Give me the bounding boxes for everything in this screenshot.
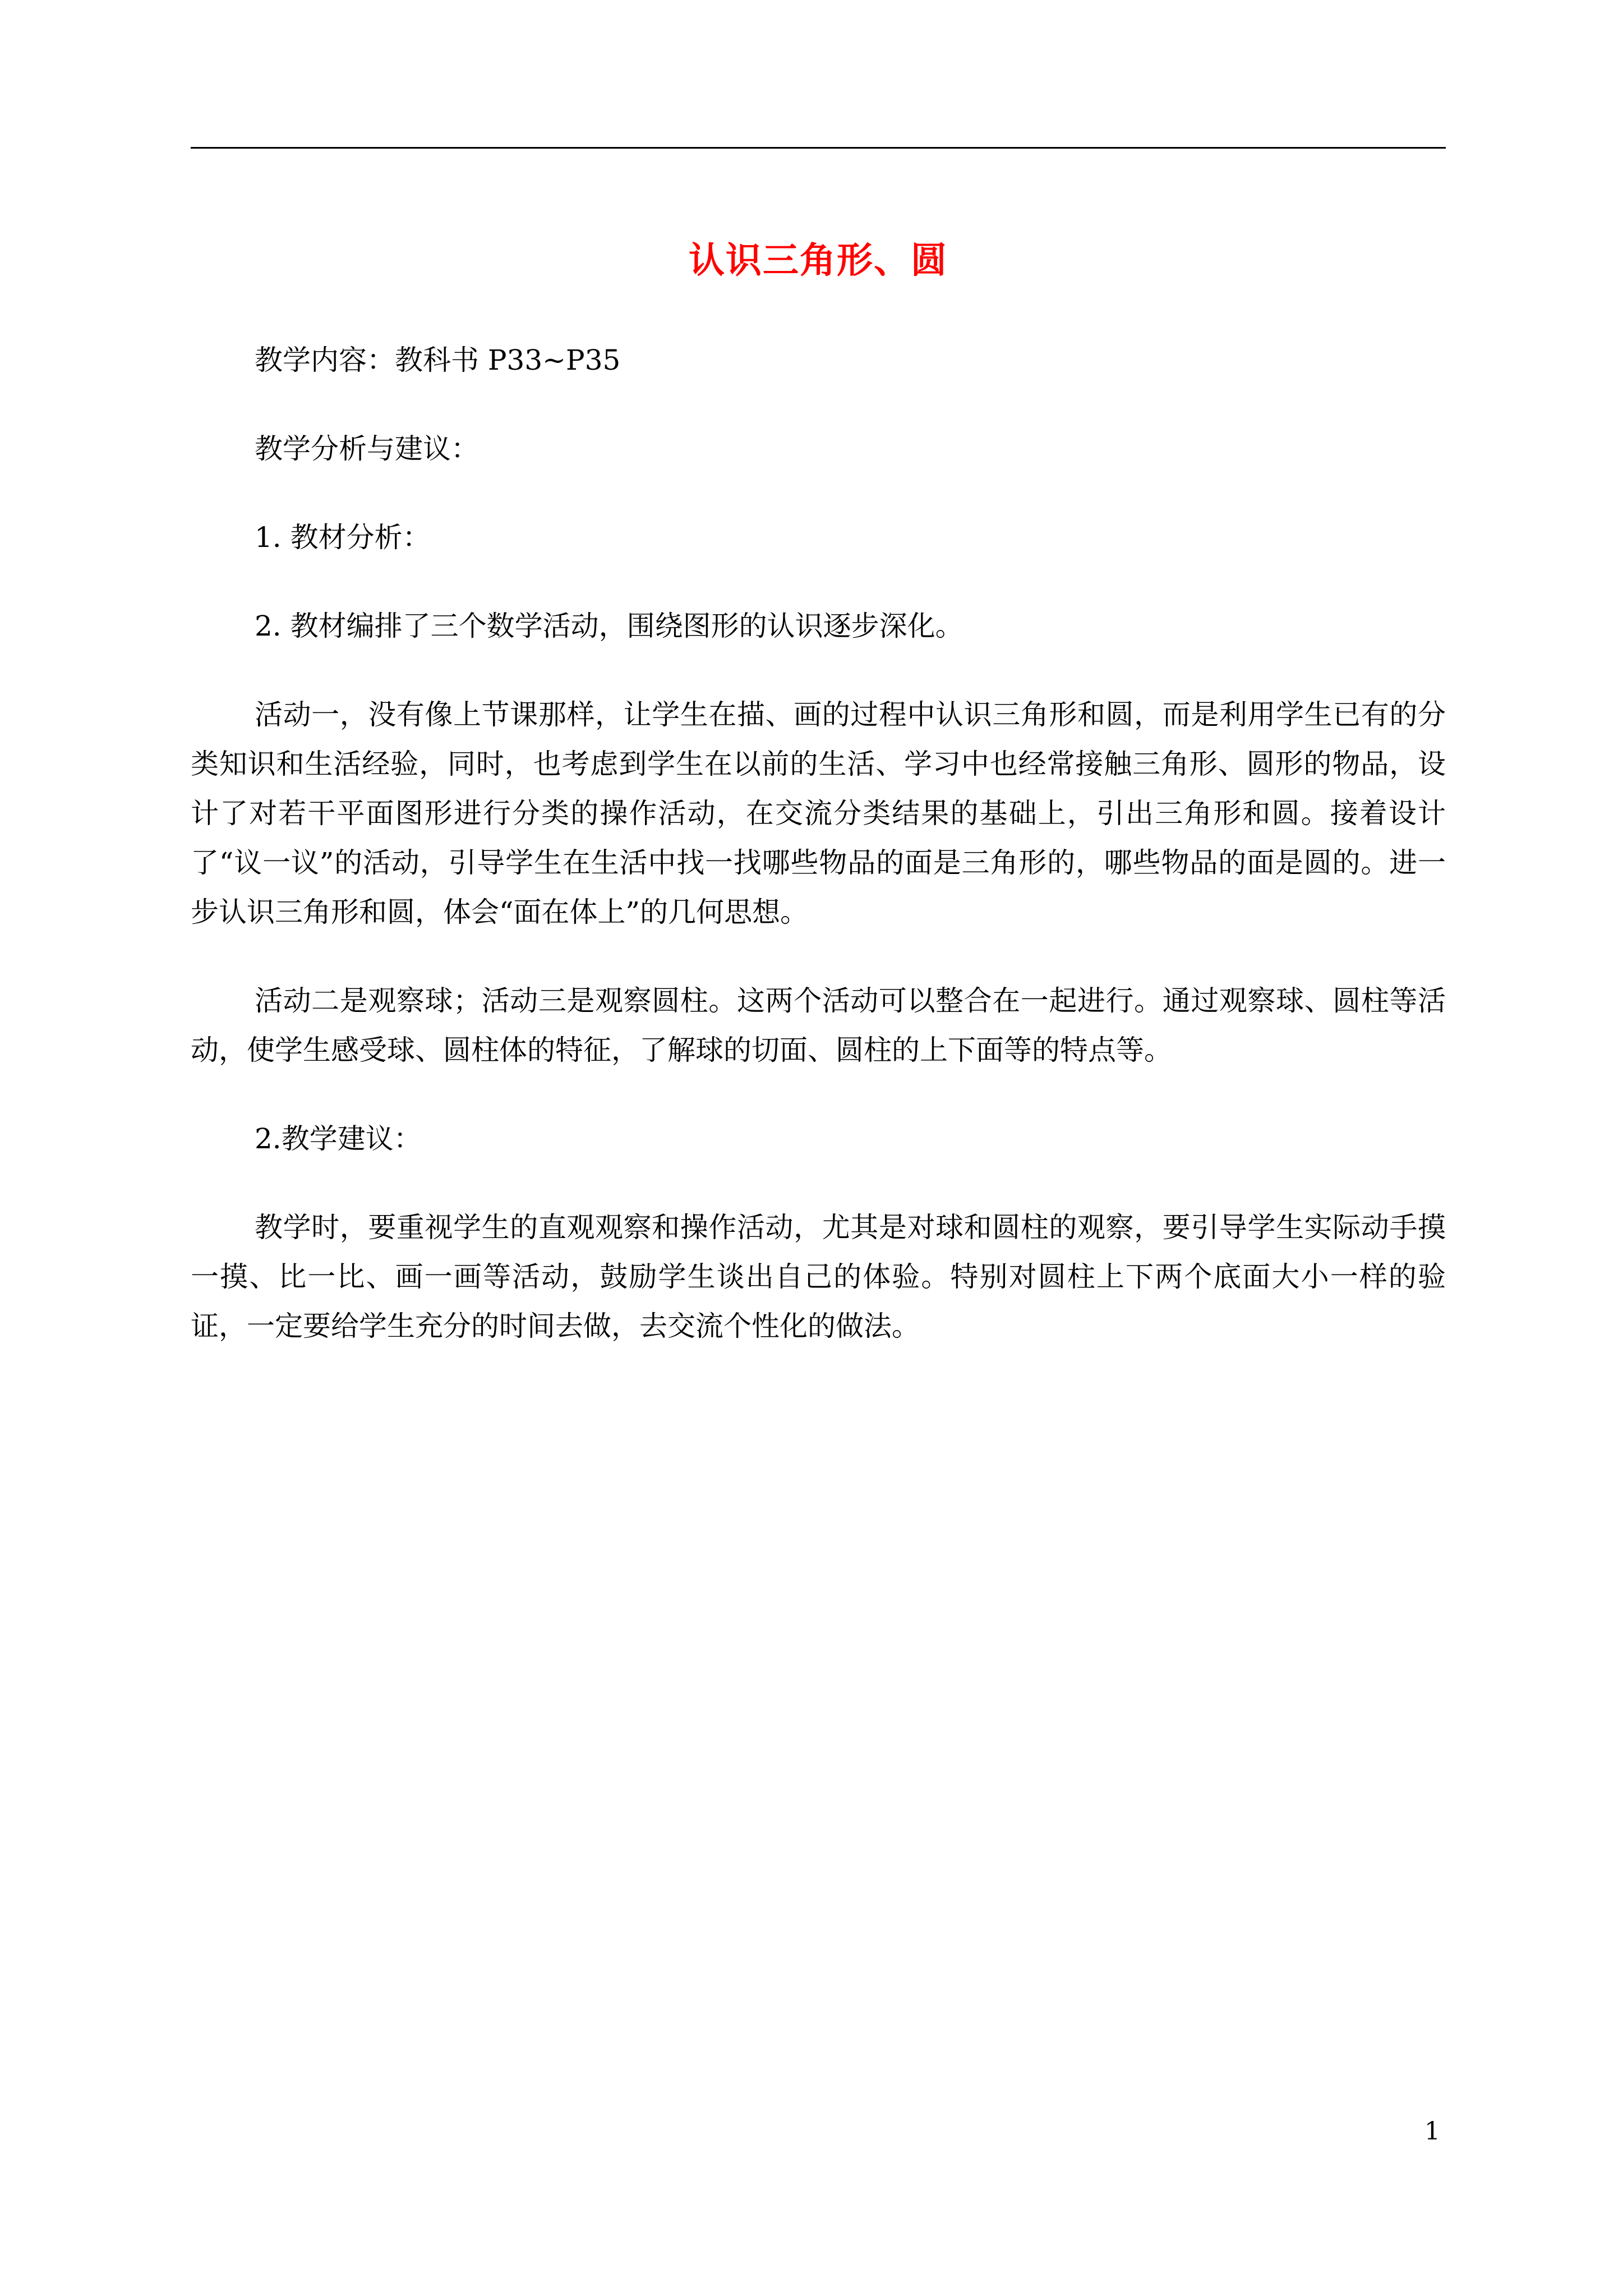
document-body <box>191 335 1446 1390</box>
header-rule <box>191 147 1446 149</box>
paragraph-activity-two-three: 活动二是观察球；活动三是观察圆柱。这两个活动可以整合在一起进行。通过观察球、圆柱等活动，使学生感受球、圆柱体的特征，了解球的切面、圆柱的上下面等的特点等。 <box>191 984 1446 1066</box>
paragraph-material-arrangement: 2. 教材编排了三个数学活动，围绕图形的认识逐步深化。 <box>255 610 963 642</box>
paragraph-activity-one: 活动一，没有像上节课那样，让学生在描、画的过程中认识三角形和圆，而是利用学生已有的分类知识和生活经验，同时，也考虑到学生在以前的生活、学习中也经常接触三角形、圆形的物品，设计了对若干平面图形进行分类的操作活动，在交流分类结果的基础上，引出三角形和圆。接着设计了“议一议”的活动，引导学生在生活中找一找哪些物品的面是三角形的，哪些物品的面是圆的。进一步认识三角形和圆，体会“面在体上”的几何思想。 <box>191 698 1446 928</box>
document-title: 认识三角形、圆 <box>689 240 948 282</box>
paragraph-teaching-suggestion: 教学时，要重视学生的直观观察和操作活动，尤其是对球和圆柱的观察，要引导学生实际动手摸一摸、比一比、画一画等活动，鼓励学生谈出自己的体验。特别对圆柱上下两个底面大小一样的验证，一定要给学生充分的时间去做，去交流个性化的做法。 <box>191 1211 1446 1342</box>
paragraph-material-analysis: 1. 教材分析： <box>255 521 431 554</box>
paragraph-teaching-content: 教学内容：教科书 P33~P35 <box>255 344 621 376</box>
page-number: 1 <box>1424 2117 1440 2146</box>
paragraph-analysis-heading: 教学分析与建议： <box>255 432 479 465</box>
paragraph-suggestion-heading: 2.教学建议： <box>255 1122 422 1155</box>
